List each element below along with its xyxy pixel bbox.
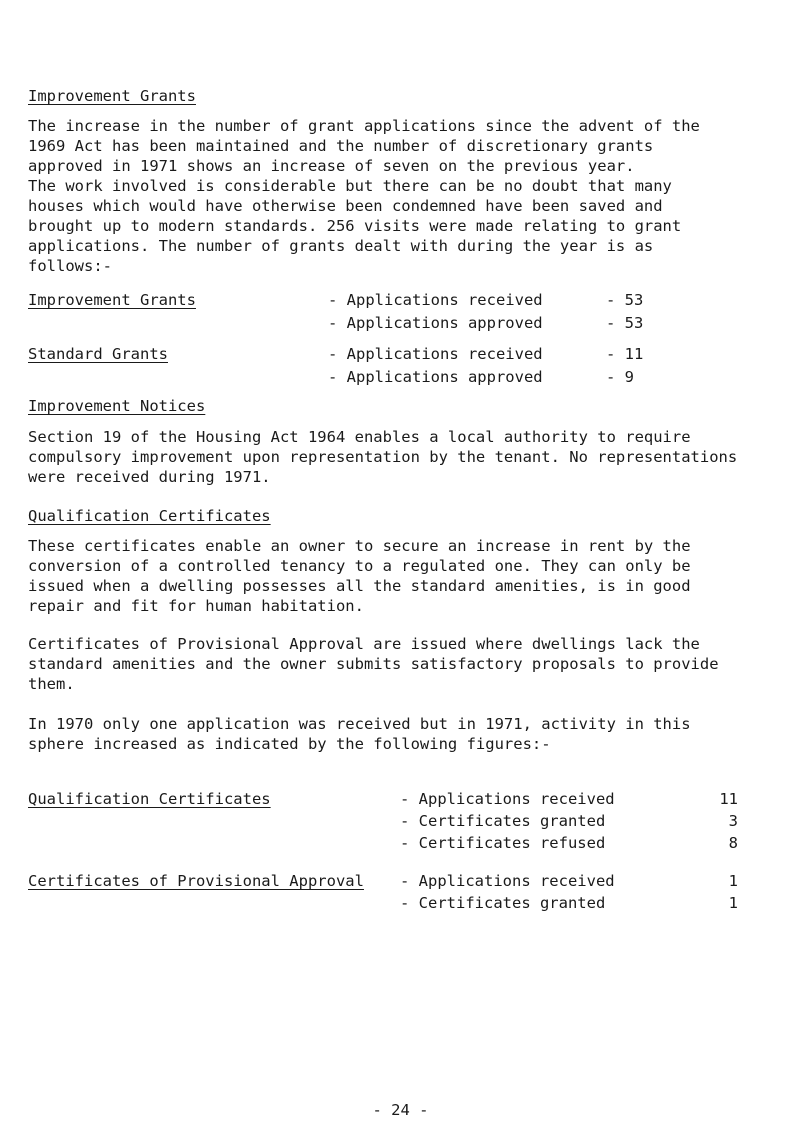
text-line: standard amenities and the owner submits satisfactory proposals to provide	[28, 655, 719, 673]
table-row-label: Certificates of Provisional Approval	[28, 872, 364, 890]
table-row-value: 1	[728, 894, 738, 912]
text-line: were received during 1971.	[28, 468, 271, 486]
heading-improvement-grants: Improvement Grants	[28, 87, 196, 105]
heading-improvement-notices: Improvement Notices	[28, 397, 206, 415]
table-row-value: 1	[728, 872, 738, 890]
table-row-value: 3	[728, 812, 738, 830]
text-line: approved in 1971 shows an increase of seven on the previous year.	[28, 157, 635, 175]
text-line: The increase in the number of grant applications since the advent of the	[28, 117, 700, 135]
text-line: Section 19 of the Housing Act 1964 enables a local authority to require	[28, 428, 691, 446]
page-number: - 24 -	[372, 1101, 429, 1119]
text-line: issued when a dwelling possesses all the standard amenities, is in good	[28, 577, 691, 595]
text-line: In 1970 only one application was received but in 1971, activity in this	[28, 715, 691, 733]
table-row-value: - 9	[606, 368, 634, 386]
table-row-value: 11	[719, 790, 738, 808]
text-line: follows:-	[28, 257, 112, 275]
text-line: These certificates enable an owner to secure an increase in rent by the	[28, 537, 691, 555]
paragraph-grants-intro	[28, 116, 793, 276]
table-row-item: - Applications approved	[328, 314, 543, 332]
heading-qualification-certificates: Qualification Certificates	[28, 507, 271, 525]
text-line: houses which would have otherwise been condemned have been saved and	[28, 197, 663, 215]
text-line: sphere increased as indicated by the following figures:-	[28, 735, 551, 753]
table-row-label: Qualification Certificates	[28, 790, 271, 808]
table-row-label: Standard Grants	[28, 345, 168, 363]
table-row-value: 8	[728, 834, 738, 852]
table-row-item: - Applications received	[400, 790, 615, 808]
table-row-item: - Certificates refused	[400, 834, 606, 852]
paragraph-provisional-approval	[28, 634, 793, 694]
text-line: conversion of a controlled tenancy to a regulated one. They can only be	[28, 557, 691, 575]
text-line: compulsory improvement upon representation by the tenant. No representations	[28, 448, 738, 466]
table-row-value: - 53	[606, 291, 644, 309]
table-row-item: - Applications received	[400, 872, 615, 890]
text-line: The work involved is considerable but there can be no doubt that many	[28, 177, 672, 195]
paragraph-activity	[28, 714, 793, 754]
table-row-value: - 11	[606, 345, 644, 363]
table-row-label: Improvement Grants	[28, 291, 196, 309]
table-row-item: - Applications approved	[328, 368, 543, 386]
text-line: them.	[28, 675, 75, 693]
table-row-value: - 53	[606, 314, 644, 332]
paragraph-qualification	[28, 536, 793, 616]
table-row-item: - Certificates granted	[400, 812, 606, 830]
text-line: 1969 Act has been maintained and the number of discretionary grants	[28, 137, 654, 155]
text-line: applications. The number of grants dealt with during the year is as	[28, 237, 654, 255]
text-line: repair and fit for human habitation.	[28, 597, 364, 615]
table-row-item: - Applications received	[328, 345, 543, 363]
paragraph-improvement-notices	[28, 427, 793, 487]
table-row-item: - Certificates granted	[400, 894, 606, 912]
text-line: Certificates of Provisional Approval are issued where dwellings lack the	[28, 635, 700, 653]
table-row-item: - Applications received	[328, 291, 543, 309]
text-line: brought up to modern standards. 256 visits were made relating to grant	[28, 217, 682, 235]
